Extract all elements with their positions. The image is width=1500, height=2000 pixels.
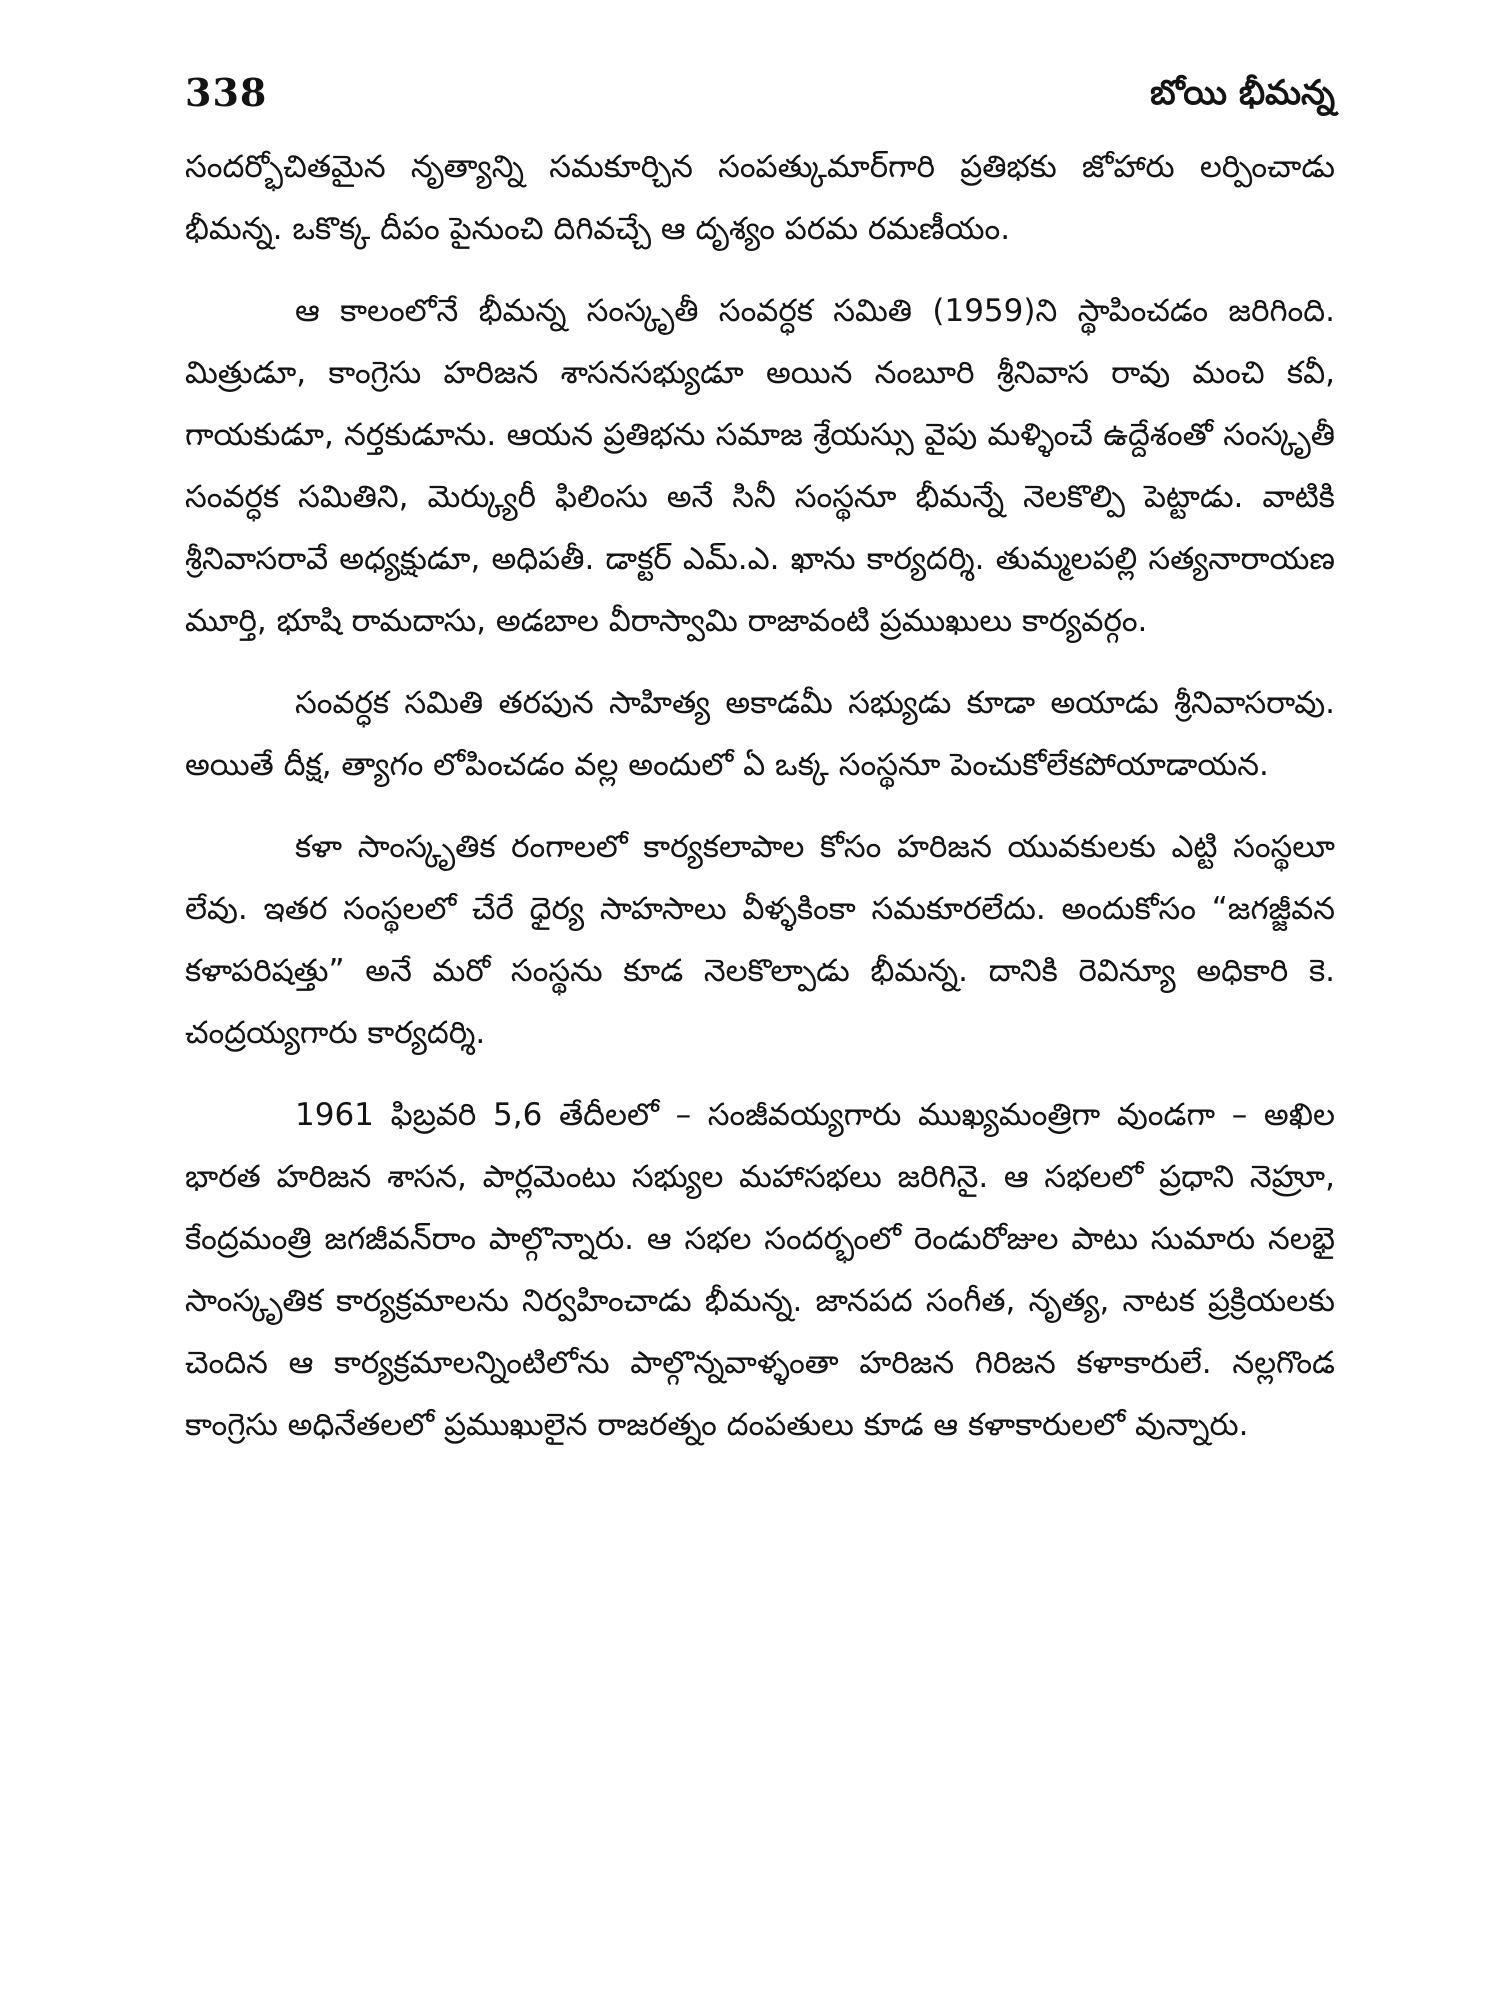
paragraph-5: 1961 ఫిబ్రవరి 5,6 తేదీలలో – సంజీవయ్యగారు ముఖ్యమంత్రిగా వుండగా – అఖిల భారత హరిజన శాసన, పార్లమెంటు సభ్యుల మహాసభలు జరిగినై. ఆ సభలలో ప్రధాని నెహ్రూ, కేంద్రమంత్రి జగజీవన్‌రాం పాల్గొన్నారు. ఆ సభల సందర్భంలో రెండురోజుల పాటు సుమారు నలభై సాంస్కృతిక కార్యక్రమాలను నిర్వహించాడు భీమన్న. జానపద సంగీత, నృత్య, నాటక ప్రక్రియలకు చెందిన ఆ కార్యక్రమాలన్నింటిలోను పాల్గొన్నవాళ్ళంతా హరిజన గిరిజన కళాకారులే. నల్లగొండ కాంగ్రెసు అధినేతలలో ప్రముఖులైన రాజరత్నం దంపతులు కూడ ఆ కళాకారులలో వున్నారు.: [185, 1097, 1335, 1443]
paragraph-1: సందర్భోచితమైన నృత్యాన్ని సమకూర్చిన సంపత్కుమార్‌గారి ప్రతిభకు జోహారు లర్పించాడు భీమన్న. ఒకొక్క దీపం పైనుంచి దిగివచ్చే ఆ దృశ్యం పరమ రమణీయం.: [185, 149, 1335, 247]
running-title: బోయి భీమన్న: [1150, 73, 1335, 113]
paragraph-3: సంవర్ధక సమితి తరపున సాహిత్య అకాడమీ సభ్యుడు కూడా అయాడు శ్రీనివాసరావు. అయితే దీక్ష, త్యాగం లోపించడం వల్ల అందులో ఏ ఒక్క సంస్థనూ పెంచుకోలేకపోయాడాయన.: [185, 685, 1335, 783]
page-body: [185, 136, 1335, 1476]
paragraph-4: కళా సాంస్కృతిక రంగాలలో కార్యకలాపాల కోసం హరిజన యువకులకు ఎట్టి సంస్థలూ లేవు. ఇతర సంస్థలలో చేరే ధైర్య సాహసాలు వీళ్ళకింకా సమకూరలేదు. అందుకోసం “జగజ్జీవన కళాపరిషత్తు” అనే మరో సంస్థను కూడ నెలకొల్పాడు భీమన్న. దానికి రెవిన్యూ అధికారి కె. చంద్రయ్యగారు కార్యదర్శి.: [185, 829, 1335, 1051]
paragraph-2: ఆ కాలంలోనే భీమన్న సంస్కృతీ సంవర్ధక సమితి (1959)ని స్థాపించడం జరిగింది. మిత్రుడూ, కాంగ్రెసు హరిజన శాసనసభ్యుడూ అయిన నంబూరి శ్రీనివాస రావు మంచి కవీ, గాయకుడూ, నర్తకుడూను. ఆయన ప్రతిభను సమాజ శ్రేయస్సు వైపు మళ్ళించే ఉద్దేశంతో సంస్కృతీ సంవర్ధక సమితిని, మెర్క్యురీ ఫిలింసు అనే సినీ సంస్థనూ భీమన్నే నెలకొల్పి పెట్టాడు. వాటికి శ్రీనివాసరావే అధ్యక్షుడూ, అధిపతీ. డాక్టర్ ఎమ్.ఎ. ఖాను కార్యదర్శి. తుమ్మలపల్లి సత్యనారాయణ మూర్తి, భూషి రామదాసు, అడబాల వీరాస్వామి రాజావంటి ప్రముఖులు కార్యవర్గం.: [185, 293, 1335, 639]
page-number: 338: [185, 70, 268, 115]
page-header: [185, 68, 1335, 128]
